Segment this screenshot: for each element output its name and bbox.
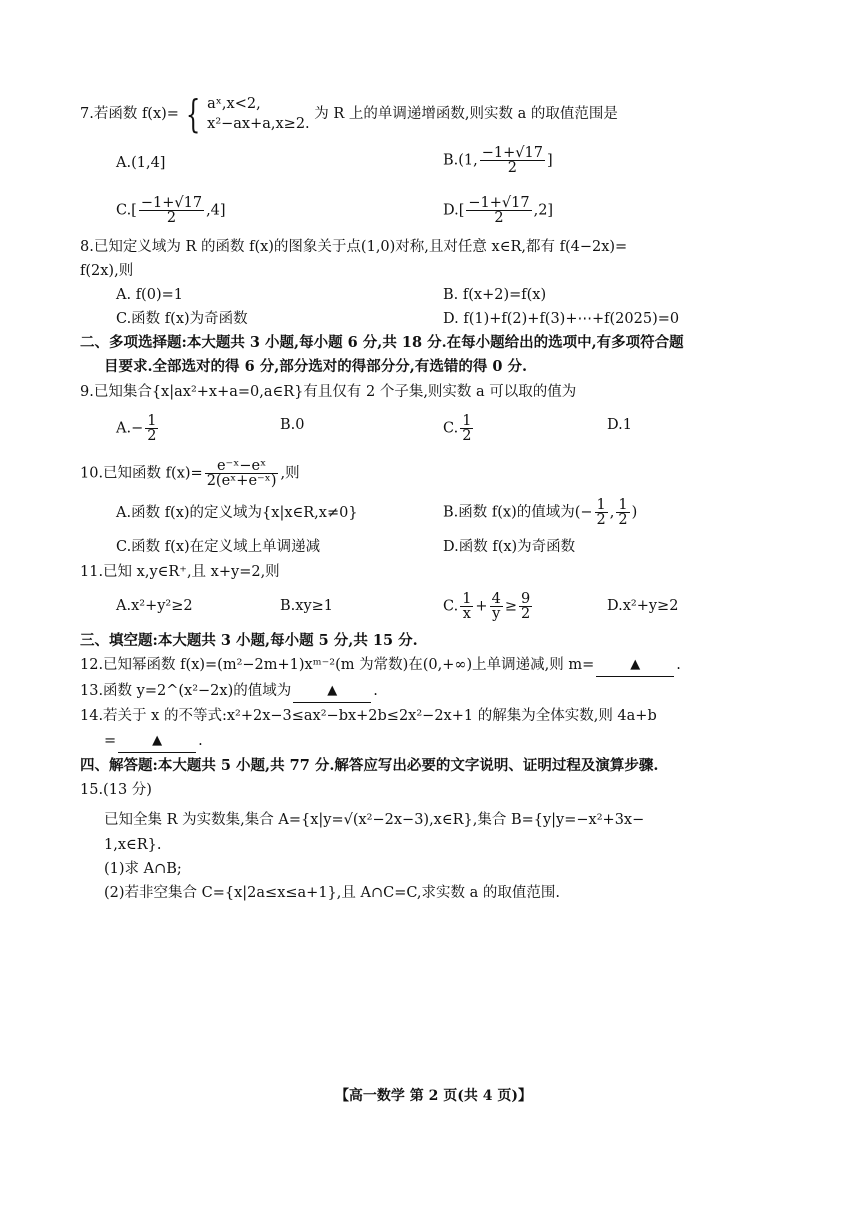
- q11-c-pre: C.: [443, 598, 459, 615]
- q10-den: 2(eˣ+e⁻ˣ): [206, 473, 277, 489]
- q12-stem: 12.已知幂函数 f(x)=(m²−2m+1)xᵐ⁻²(m 为常数)在(0,+∞)上单调递减,则 m=: [80, 657, 595, 673]
- q11-c-frac-3: [519, 592, 532, 621]
- q14-answer-blank[interactable]: [118, 729, 196, 753]
- q9-c-frac: [460, 414, 473, 443]
- triangle-icon: ▲: [152, 733, 163, 748]
- q7-option-b: [443, 146, 553, 175]
- q7-lead: 7.若函数 f(x)=: [80, 106, 179, 122]
- triangle-icon: ▲: [327, 683, 338, 698]
- question-14-line-1: 14.若关于 x 的不等式:x²+2x−3≤ax²−bx+2b≤2x²−2x+1 的解集为全体实数,则 4a+b: [80, 708, 657, 724]
- q9-option-a: [116, 414, 160, 443]
- section-2-heading-line-1: 二、多项选择题:本大题共 3 小题,每小题 6 分,共 18 分.在每小题给出的选项中,有多项符合题: [80, 334, 684, 351]
- q11-c-frac-2: [490, 592, 503, 621]
- q10-b-den-1: 2: [596, 512, 606, 528]
- q13-answer-blank[interactable]: [293, 679, 371, 703]
- question-13: [80, 680, 378, 704]
- question-7-stem: [80, 94, 618, 134]
- section-4-heading: 四、解答题:本大题共 5 小题,共 77 分.解答应写出必要的文字说明、证明过程及演算步骤.: [80, 757, 659, 774]
- q9-a-den: 2: [147, 428, 157, 444]
- q14-end: .: [198, 733, 203, 749]
- q7-b-num: −1+√17: [481, 145, 543, 161]
- q7-d-pre: D.[: [443, 202, 465, 219]
- q10-b-frac-2: [616, 498, 629, 527]
- q7-b-post: ]: [546, 152, 553, 169]
- question-15-part-2: (2)若非空集合 C={x|2a≤x≤a+1},且 A∩C=C,求实数 a 的取值范围.: [104, 885, 561, 901]
- q13-end: .: [373, 683, 378, 699]
- q10-frac: [205, 459, 279, 488]
- q7-d-den: 2: [494, 210, 504, 226]
- q11-option-a: A.x²+y²≥2: [116, 598, 193, 614]
- q7-c-post: ,4]: [206, 202, 226, 219]
- section-2-heading-line-2: 目要求.全部选对的得 6 分,部分选对的得部分分,有选错的得 0 分.: [104, 358, 528, 375]
- q8-option-b: B. f(x+2)=f(x): [443, 287, 547, 303]
- q10-tail: ,则: [280, 465, 300, 482]
- q9-a-frac: [145, 414, 158, 443]
- q7-option-d: [443, 196, 553, 225]
- q14-eq: =: [104, 733, 117, 749]
- triangle-icon: ▲: [630, 657, 641, 672]
- q9-a-pre: A.−: [116, 420, 144, 437]
- q7-cases: [207, 94, 310, 134]
- question-15-line-1: 已知全集 R 为实数集,集合 A={x|y=√(x²−2x−3),x∈R},集合 B={y|y=−x²+3x−: [104, 812, 645, 828]
- q9-option-c: [443, 414, 475, 443]
- q13-stem: 13.函数 y=2^(x²−2x)的值域为: [80, 683, 292, 699]
- q10-b-frac-1: [595, 498, 608, 527]
- section-3-heading: 三、填空题:本大题共 3 小题,每小题 5 分,共 15 分.: [80, 632, 418, 649]
- q11-option-c: [443, 592, 534, 621]
- q10-option-c: C.函数 f(x)在定义域上单调递减: [116, 539, 321, 555]
- q7-b-pre: B.(1,: [443, 152, 478, 169]
- q9-c-num: 1: [462, 413, 472, 429]
- q7-option-c: [116, 196, 226, 225]
- q7-case-2: x²−ax+a,x≥2.: [207, 116, 310, 132]
- q11-c-d3: 2: [520, 606, 531, 622]
- q12-end: .: [676, 657, 681, 673]
- q10-option-b: [443, 498, 637, 527]
- q10-option-a: A.函数 f(x)的定义域为{x|x∈R,x≠0}: [116, 505, 358, 521]
- q10-b-num-1: 1: [596, 497, 606, 513]
- q9-a-num: 1: [147, 413, 157, 429]
- q7-d-post: ,2]: [533, 202, 554, 219]
- q11-c-frac-1: [460, 592, 473, 621]
- q7-d-frac: [466, 196, 531, 225]
- q10-option-d: D.函数 f(x)为奇函数: [443, 539, 576, 555]
- q11-c-n3: 9: [520, 591, 531, 607]
- q8-option-a: A. f(0)=1: [116, 287, 183, 303]
- question-8-line-2: f(2x),则: [80, 263, 134, 279]
- question-8-line-1: 8.已知定义域为 R 的函数 f(x)的图象关于点(1,0)对称,且对任意 x∈R,都有 f(4−2x)=: [80, 239, 628, 255]
- q11-option-d: D.x²+y≥2: [607, 598, 679, 614]
- q10-b-den-2: 2: [618, 512, 628, 528]
- question-14-line-2: [104, 730, 203, 754]
- q7-c-frac: [139, 196, 204, 225]
- q11-c-d1: x: [462, 606, 471, 622]
- q10-b-post: ): [631, 504, 638, 521]
- question-12: [80, 654, 681, 678]
- q8-option-c: C.函数 f(x)为奇函数: [116, 311, 248, 327]
- q10-b-mid: ,: [609, 504, 615, 521]
- q7-brace: {: [185, 92, 201, 136]
- q10-num: e⁻ˣ−eˣ: [205, 459, 279, 474]
- q9-option-b: B.0: [280, 417, 305, 433]
- q9-c-den: 2: [462, 428, 472, 444]
- q7-b-frac: [480, 146, 545, 175]
- q10-b-pre: B.函数 f(x)的值域为(−: [443, 504, 593, 521]
- question-15-line-2: 1,x∈R}.: [104, 837, 162, 853]
- q7-d-num: −1+√17: [468, 195, 530, 211]
- page-footer: 【高一数学 第 2 页(共 4 页)】: [334, 1088, 533, 1104]
- q11-c-plus: +: [475, 598, 488, 615]
- q9-option-d: D.1: [607, 417, 632, 433]
- q10-lead: 10.已知函数 f(x)=: [80, 465, 203, 482]
- q7-c-num: −1+√17: [140, 195, 203, 211]
- q11-c-n2: 4: [491, 591, 501, 607]
- q9-c-pre: C.: [443, 420, 459, 437]
- q10-b-num-2: 1: [618, 497, 628, 513]
- q11-c-ge: ≥: [504, 598, 517, 615]
- q7-c-pre: C.[: [116, 202, 137, 219]
- question-15-part-1: (1)求 A∩B;: [104, 861, 182, 877]
- q11-c-d2: y: [492, 606, 501, 622]
- q7-tail: 为 R 上的单调递增函数,则实数 a 的取值范围是: [314, 106, 618, 122]
- question-15-head: 15.(13 分): [80, 782, 152, 798]
- q8-option-d: D. f(1)+f(2)+f(3)+⋯+f(2025)=0: [443, 311, 680, 327]
- question-11-stem: 11.已知 x,y∈R⁺,且 x+y=2,则: [80, 564, 280, 580]
- q7-b-den: 2: [507, 160, 517, 176]
- q7-case-1: aˣ,x<2,: [207, 96, 261, 112]
- question-9-stem: 9.已知集合{x|ax²+x+a=0,a∈R}有且仅有 2 个子集,则实数 a 可以取的值为: [80, 384, 577, 400]
- q7-c-den: 2: [166, 210, 177, 226]
- q7-option-a: A.(1,4]: [116, 155, 166, 171]
- q11-c-n1: 1: [462, 591, 472, 607]
- question-10-stem: [80, 459, 300, 488]
- q12-answer-blank[interactable]: [596, 653, 674, 677]
- q11-option-b: B.xy≥1: [280, 598, 334, 614]
